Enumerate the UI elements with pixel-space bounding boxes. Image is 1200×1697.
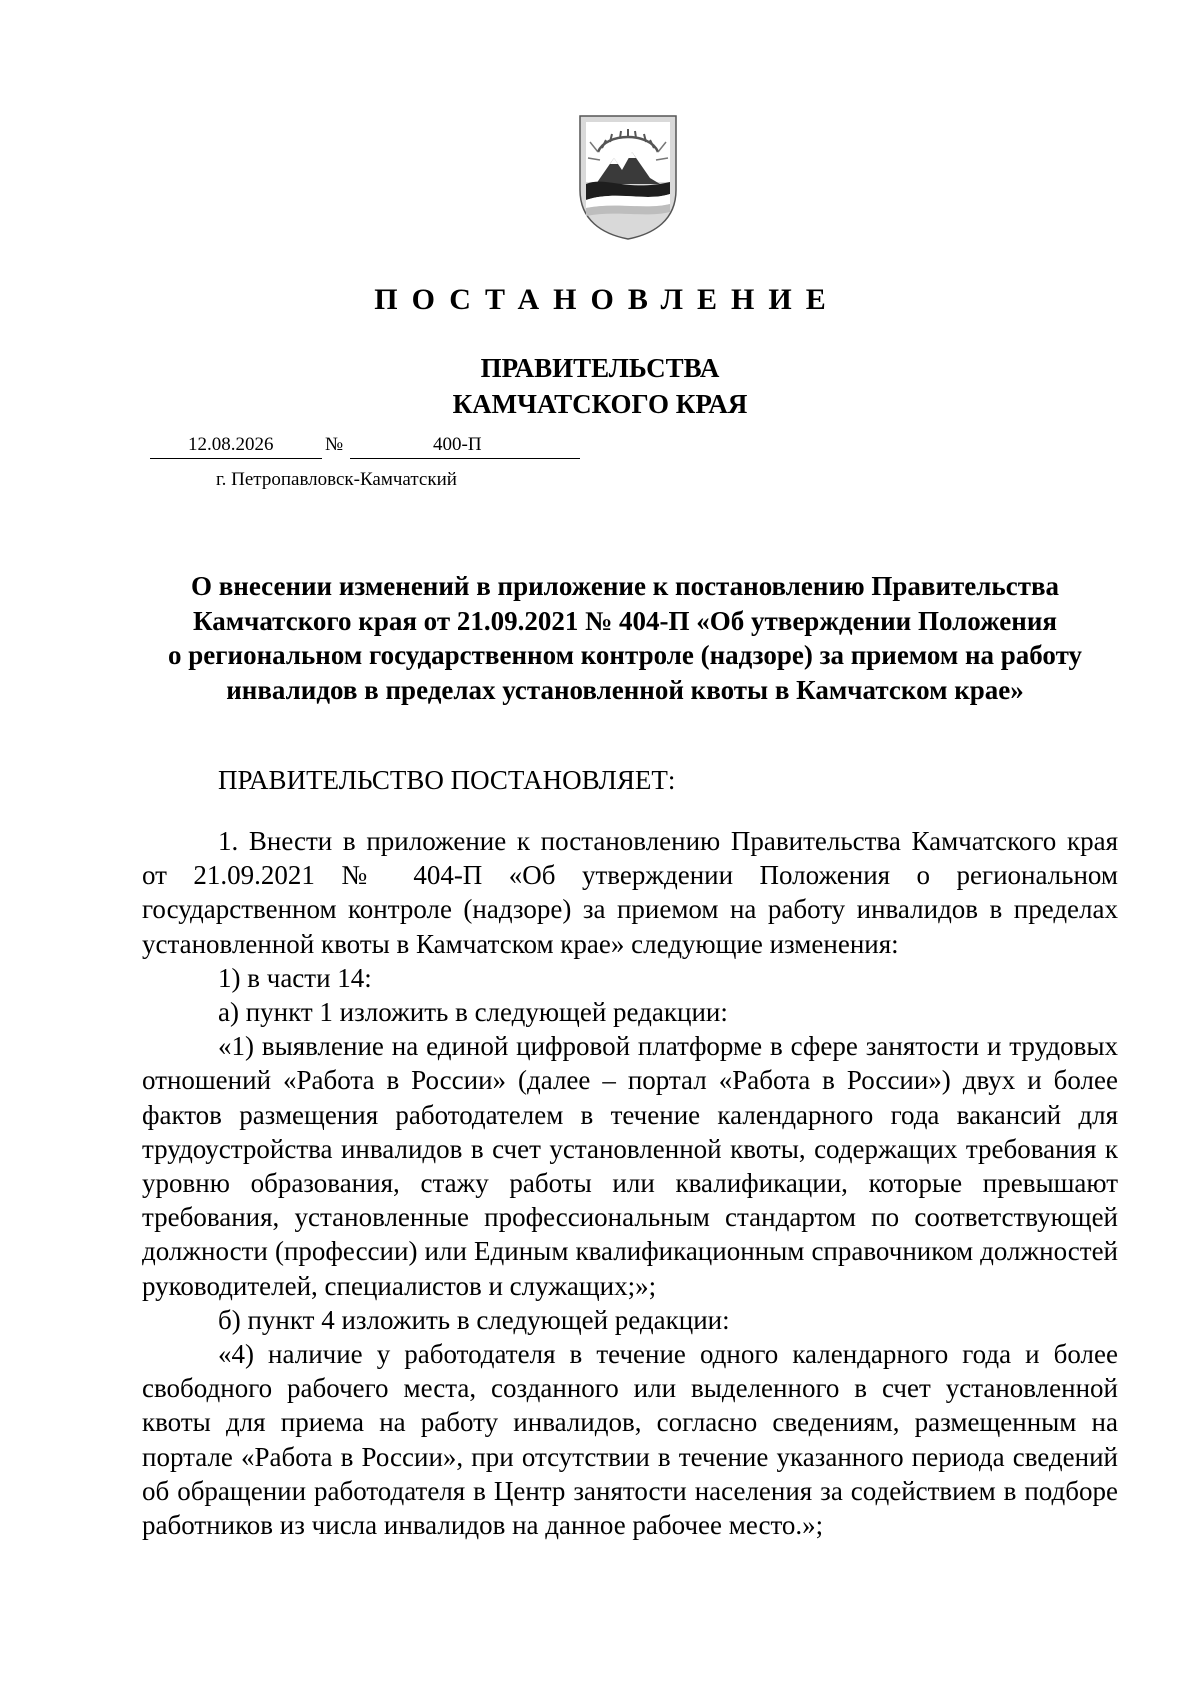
paragraph-5: б) пункт 4 изложить в следующей редакции: bbox=[218, 1304, 730, 1335]
date-number-line bbox=[150, 434, 580, 460]
title-line-2: Камчатского края от 21.09.2021 № 404-П «Об утверждении Положения bbox=[193, 605, 1057, 636]
authority-line-2: КАМЧАТСКОГО КРАЯ bbox=[452, 389, 748, 419]
document-date: 12.08.2026 bbox=[188, 434, 274, 455]
date-underline bbox=[150, 458, 322, 459]
kamchatka-coat-of-arms-icon bbox=[576, 112, 680, 242]
number-underline bbox=[350, 458, 580, 459]
paragraph-1: 1. Внести в приложение к постановлению Правительства Камчатского края от 21.09.2021 № 404-П «Об утверждении Положения о региональном государственном контроле (надзоре) за приемом на работу инвалидов в пределах установленной квоты в Камчатском крае» следующие изменения: bbox=[142, 826, 1118, 959]
paragraph-6: «4) наличие у работодателя в течение одного календарного года и более свободного рабочего места, созданного или выделенного в счет установленной квоты для приема на работу инвалидов, согласно сведениям, размещенным на портале «Работа в России», при отсутствии в течение указанного периода сведений об обращении работодателя в Центр занятости населения за содействием в подборе работников из числа инвалидов на данное рабочее место.»; bbox=[142, 1339, 1118, 1541]
issuing-authority bbox=[0, 350, 1200, 422]
document-title bbox=[130, 569, 1120, 707]
title-line-4: инвалидов в пределах установленной квоты в Камчатском крае» bbox=[226, 674, 1024, 705]
paragraph-2: 1) в части 14: bbox=[218, 962, 372, 993]
document-type-heading: ПОСТАНОВЛЕНИЕ bbox=[374, 283, 840, 316]
document-body bbox=[142, 824, 1118, 1542]
number-sign: № bbox=[325, 434, 344, 455]
paragraph-4: «1) выявление на единой цифровой платформе в сфере занятости и трудовых отношений «Работа в России» (далее – портал «Работа в России») двух и более фактов размещения работодателем в течение календарного года вакансий для трудоустройства инвалидов в счет установленной квоты, содержащих требования к уровню образования, стажу работы или квалификации, которые превышают требования, установленные профессиональным стандартом по соответствующей должности (профессии) или Единым квалификационным справочником должностей руководителей, специалистов и служащих;»; bbox=[142, 1031, 1118, 1301]
title-line-1: О внесении изменений в приложение к постановлению Правительства bbox=[190, 571, 1060, 601]
city-line: г. Петропавловск-Камчатский bbox=[216, 469, 457, 490]
authority-line-1: ПРАВИТЕЛЬСТВА bbox=[480, 353, 720, 383]
title-line-3: о региональном государственном контроле (надзоре) за приемом на работу bbox=[168, 640, 1082, 670]
document-number: 400-П bbox=[433, 434, 482, 455]
decree-statement: ПРАВИТЕЛЬСТВО ПОСТАНОВЛЯЕТ: bbox=[218, 765, 676, 795]
paragraph-3: а) пункт 1 изложить в следующей редакции: bbox=[218, 997, 728, 1028]
